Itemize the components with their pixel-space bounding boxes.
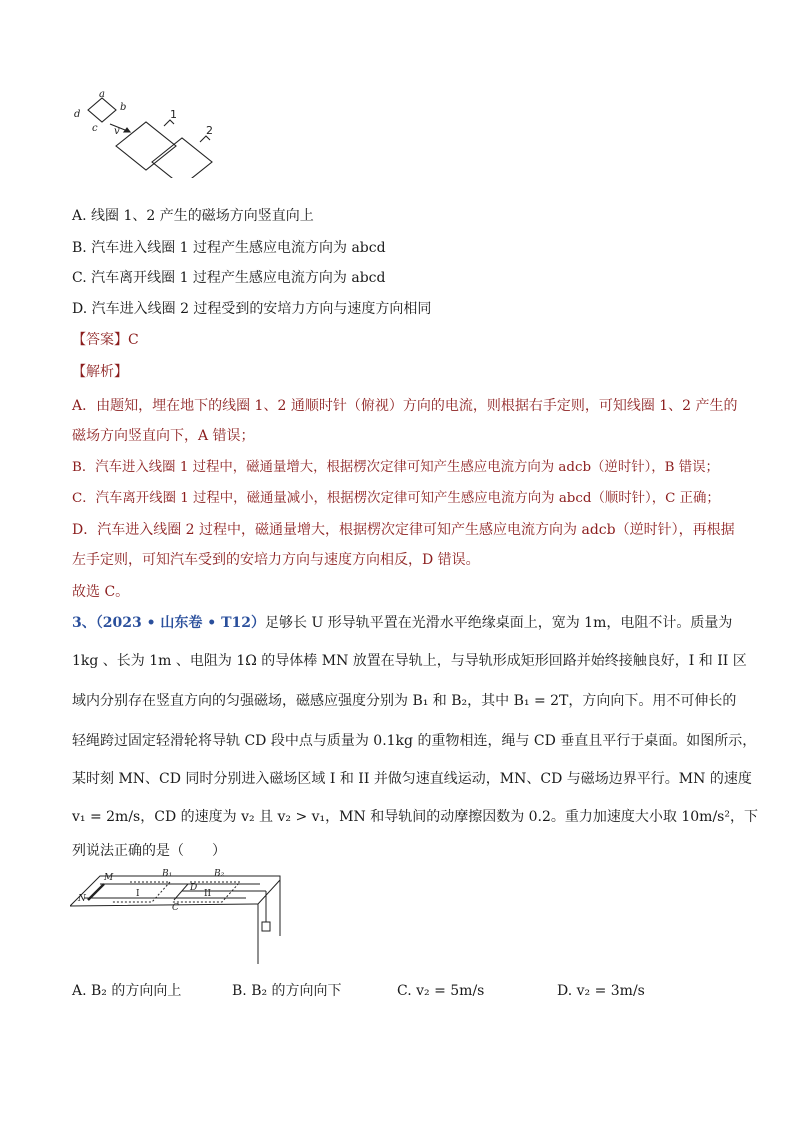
analysis-line: A．由题知，埋在地下的线圈 1、2 通顺时针（俯视）方向的电流，则根据右手定则，可知线圈 1、2 产生的 (72, 398, 738, 414)
option-d: D. 汽车进入线圈 2 过程受到的安培力方向与速度方向相同 (72, 301, 432, 317)
question-source: （2023 • 山东卷 • T12） (95, 615, 266, 631)
label-c: C (172, 903, 179, 913)
question-text: 1kg 、长为 1m 、电阻为 1Ω 的导体棒 MN 放置在导轨上，与导轨形成矩形回路并始终接触良好，I 和 II 区 (72, 653, 747, 669)
label-a: a (99, 89, 105, 100)
rail-figure (70, 866, 290, 966)
analysis-line: B．汽车进入线圈 1 过程中，磁通量增大，根据楞次定律可知产生感应电流方向为 adcb（逆时针），B 错误； (72, 460, 719, 475)
option-a: A. 线圈 1、2 产生的磁场方向竖直向上 (72, 208, 314, 224)
analysis-line: 磁场方向竖直向下，A 错误； (72, 428, 255, 444)
q3-option-b: B. B₂ 的方向向下 (232, 983, 342, 999)
answer: 【答案】C (72, 332, 139, 348)
analysis-line: 左手定则，可知汽车受到的安培力方向与速度方向相反，D 错误。 (72, 552, 480, 568)
label-v: v (114, 126, 120, 137)
question-text: 某时刻 MN、CD 同时分别进入磁场区域 I 和 II 并做匀速直线运动，MN、CD 与磁场边界平行。MN 的速度 (72, 771, 752, 787)
question-text: 域内分别存在竖直方向的匀强磁场，磁感应强度分别为 B₁ 和 B₂，其中 B₁ = 2T，方向向下。用不可伸长的 (72, 693, 737, 709)
weight (262, 922, 270, 931)
analysis-line: 故选 C。 (72, 584, 130, 600)
loop-abcd (88, 98, 116, 122)
label-d: d (74, 109, 81, 120)
question-text: 列说法正确的是（ ） (72, 843, 226, 859)
question-text: v₁ = 2m/s，CD 的速度为 v₂ 且 v₂ > v₁，MN 和导轨间的动摩擦因数为 0.2。重力加速度大小取 10m/s²，下 (72, 809, 758, 825)
label-c: c (92, 123, 98, 134)
q3-option-c: C. v₂ = 5m/s (397, 983, 485, 999)
coil-1 (116, 122, 176, 170)
analysis-line: D．汽车进入线圈 2 过程中，磁通量增大，根据楞次定律可知产生感应电流方向为 adcb（逆时针），再根据 (72, 522, 735, 538)
label-n: N (78, 894, 86, 904)
label-region-2: II (204, 889, 212, 899)
label-b: b (120, 102, 127, 113)
question-number: 3、 (72, 615, 96, 631)
label-b1: B₁ (162, 869, 173, 879)
q3-option-a: A. B₂ 的方向向上 (72, 983, 182, 999)
question-3-header (72, 612, 732, 634)
coil-figure (70, 88, 230, 178)
label-d: D (190, 883, 198, 893)
question-text: 轻绳跨过固定轻滑轮将导轨 CD 段中点与质量为 0.1kg 的重物相连，绳与 CD 垂直且平行于桌面。如图所示， (72, 733, 757, 749)
label-b2: B₂ (214, 869, 225, 879)
q3-option-d: D. v₂ = 3m/s (557, 983, 645, 999)
question-text: 足够长 U 形导轨平置在光滑水平绝缘桌面上，宽为 1m，电阻不计。质量为 (265, 615, 733, 631)
option-c: C. 汽车离开线圈 1 过程产生感应电流方向为 abcd (72, 270, 386, 286)
label-region-1: I (136, 889, 140, 899)
label-m: M (104, 873, 114, 883)
analysis-line: C．汽车离开线圈 1 过程中，磁通量减小，根据楞次定律可知产生感应电流方向为 abcd（顺时针），C 正确； (72, 491, 720, 506)
label-2: 2 (206, 124, 213, 137)
label-1: 1 (170, 108, 177, 121)
analysis-heading: 【解析】 (72, 364, 128, 380)
option-b: B. 汽车进入线圈 1 过程产生感应电流方向为 abcd (72, 240, 386, 256)
